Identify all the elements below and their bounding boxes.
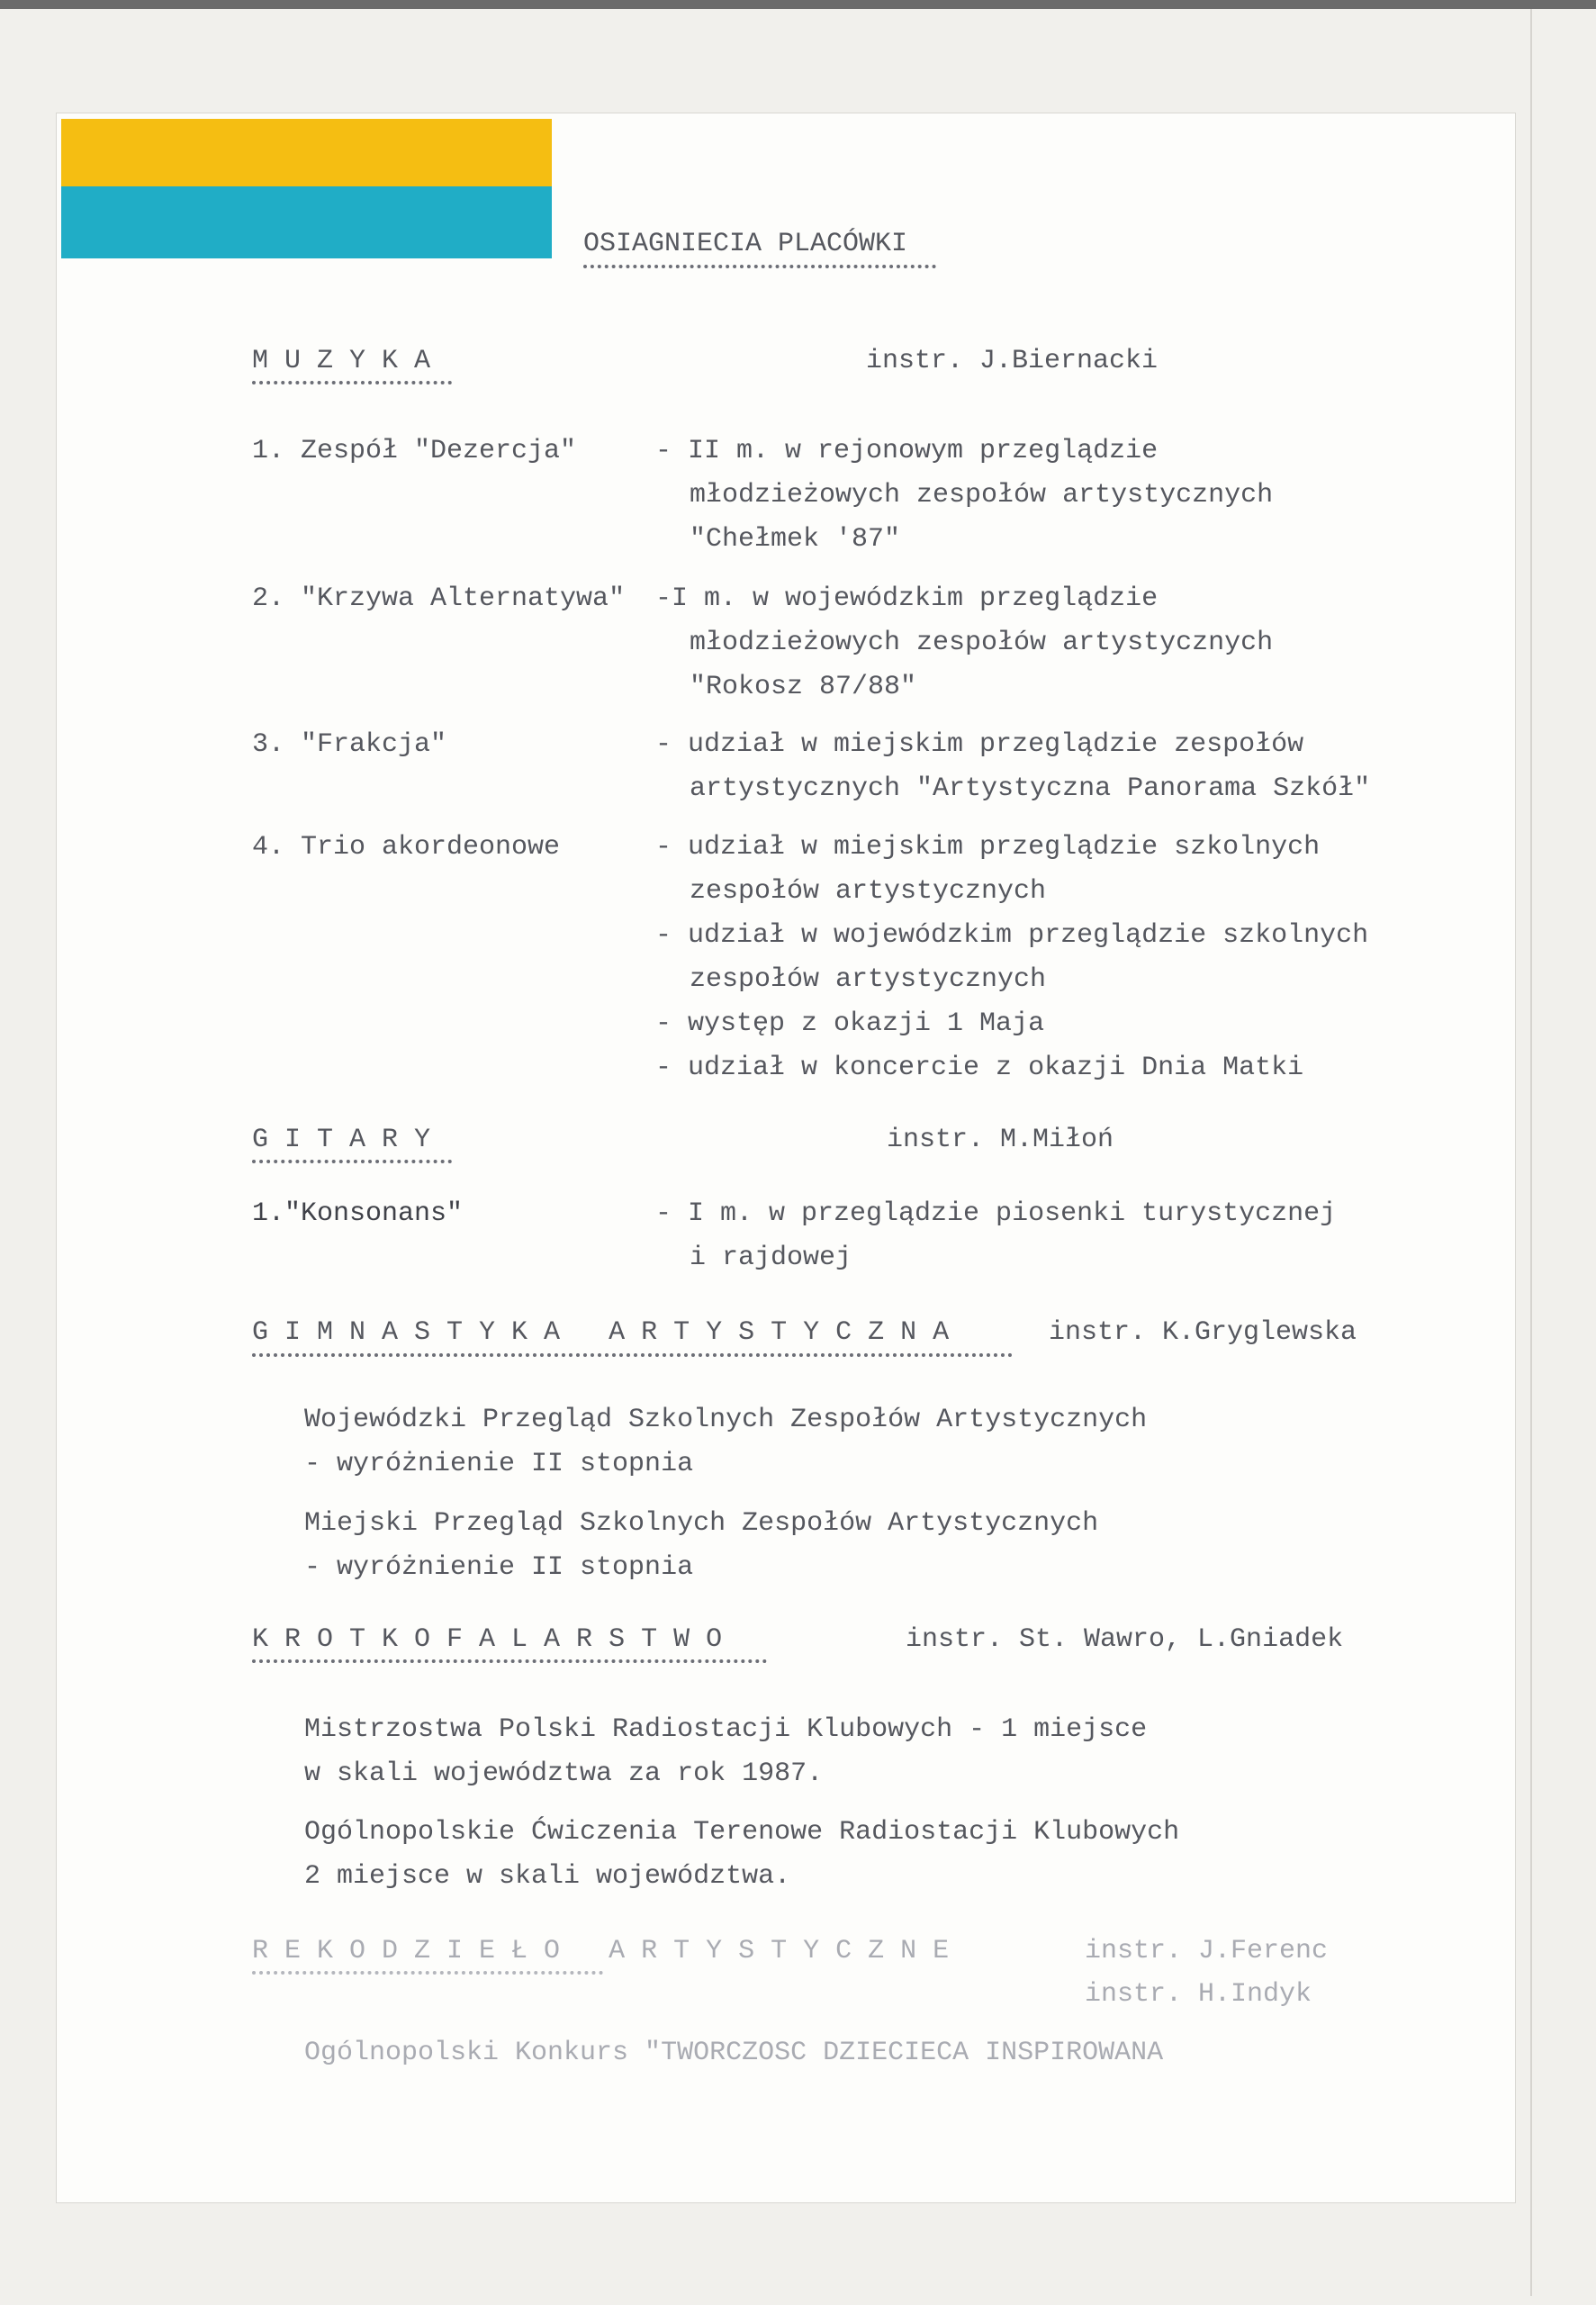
item-line: zespołów artystycznych (690, 964, 1047, 995)
item-line: zespołów artystycznych (690, 876, 1047, 907)
heading-underline (252, 1160, 452, 1163)
item-name: 2. "Krzywa Alternatywa" (252, 583, 626, 614)
item-name: 1."Konsonans" (252, 1198, 464, 1229)
section-heading-gitary: G I T A R Y (252, 1125, 431, 1155)
page-title: OSIAGNIECIA PLACÓWKI (583, 229, 908, 259)
title-underline (583, 265, 936, 268)
item-name: 3. "Frakcja" (252, 729, 447, 760)
item-line: "Rokosz 87/88" (690, 672, 917, 702)
instructor-rekodzielo-2: instr. H.Indyk (1085, 1979, 1312, 2010)
section-heading-muzyka: M U Z Y K A (252, 346, 431, 376)
heading-underline (252, 1659, 767, 1663)
item-line: artystycznych "Artystyczna Panorama Szkół" (690, 773, 1371, 804)
item-line: - udział w koncercie z okazji Dnia Matki (655, 1053, 1304, 1083)
item-line: "Chełmek '87" (690, 524, 901, 555)
scan-right-edge (1530, 9, 1532, 2296)
achievement-line: - wyróżnienie II stopnia (304, 1449, 694, 1479)
heading-underline (252, 1353, 1013, 1357)
item-name: 1. Zespół "Dezercja" (252, 436, 577, 466)
item-line: młodzieżowych zespołów artystycznych (690, 628, 1274, 658)
instructor-muzyka: instr. J.Biernacki (866, 346, 1159, 376)
achievement-line: Ogólnopolskie Ćwiczenia Terenowe Radiostacji Klubowych (304, 1817, 1180, 1848)
achievement-line: Ogólnopolski Konkurs "TWORCZOSC DZIECIECA INSPIROWANA (304, 2038, 1164, 2068)
achievement-line: Wojewódzki Przegląd Szkolnych Zespołów Artystycznych (304, 1405, 1148, 1435)
section-heading-krotkofalarstwo: K R O T K O F A L A R S T W O (252, 1624, 723, 1655)
item-name: 4. Trio akordeonowe (252, 832, 561, 863)
item-line: -I m. w wojewódzkim przeglądzie (655, 583, 1159, 614)
item-line: - I m. w przeglądzie piosenki turystycznej (655, 1198, 1337, 1229)
item-line: - udział w wojewódzkim przeglądzie szkolnych (655, 920, 1369, 951)
heading-underline (252, 1971, 603, 1975)
yellow-color-strip (61, 119, 552, 186)
item-line: - udział w miejskim przeglądzie szkolnych (655, 832, 1321, 863)
item-line: - udział w miejskim przeglądzie zespołów (655, 729, 1304, 760)
instructor-gitary: instr. M.Miłoń (887, 1125, 1114, 1155)
scan-top-border (0, 0, 1596, 9)
achievement-line: Miejski Przegląd Szkolnych Zespołów Artystycznych (304, 1508, 1099, 1539)
instructor-gimnastyka: instr. K.Gryglewska (1049, 1317, 1357, 1348)
cyan-color-strip (61, 186, 552, 258)
instructor-krotkofalarstwo: instr. St. Wawro, L.Gniadek (906, 1624, 1344, 1655)
section-heading-gimnastyka: G I M N A S T Y K A A R T Y S T Y C Z N A (252, 1317, 950, 1348)
item-line: i rajdowej (690, 1243, 852, 1273)
achievement-line: 2 miejsce w skali województwa. (304, 1861, 791, 1892)
achievement-line: - wyróżnienie II stopnia (304, 1552, 694, 1583)
item-line: - występ z okazji 1 Maja (655, 1008, 1045, 1039)
item-line: - II m. w rejonowym przeglądzie (655, 436, 1159, 466)
section-heading-rekodzielo: R E K O D Z I E Ł O A R T Y S T Y C Z N E (252, 1936, 950, 1966)
item-line: młodzieżowych zespołów artystycznych (690, 480, 1274, 511)
heading-underline (252, 381, 452, 384)
instructor-rekodzielo-1: instr. J.Ferenc (1085, 1936, 1329, 1966)
achievement-line: Mistrzostwa Polski Radiostacji Klubowych - 1 miejsce (304, 1714, 1148, 1745)
achievement-line: w skali województwa za rok 1987. (304, 1758, 824, 1789)
